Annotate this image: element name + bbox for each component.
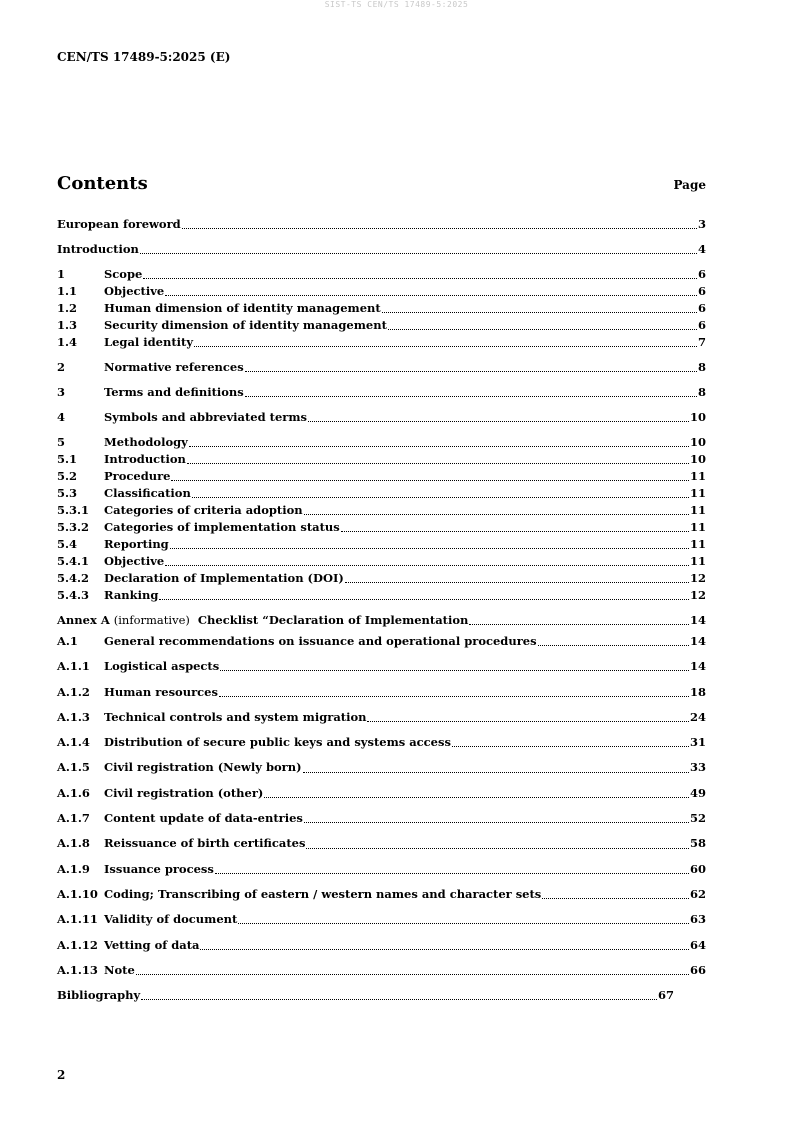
dot-leader — [388, 329, 697, 330]
toc-number: 5.4.1 — [57, 554, 90, 568]
toc-page: 8 — [697, 385, 706, 399]
toc-title: Logistical aspects — [104, 659, 220, 674]
contents-heading — [57, 173, 706, 194]
toc-entry[interactable] — [57, 300, 706, 317]
dot-leader — [159, 599, 689, 600]
toc-title: Security dimension of identity management — [104, 318, 387, 332]
toc-number: 5.2 — [57, 469, 78, 483]
toc-number: A.1.7 — [57, 811, 90, 826]
toc-title: Scope — [104, 267, 143, 281]
dot-leader — [189, 446, 689, 447]
toc-number: A.1.8 — [57, 836, 90, 851]
toc-page: 14 — [689, 659, 706, 674]
toc-number: 1 — [57, 267, 66, 281]
watermark: SIST-TS CEN/TS 17489-5:2025 — [324, 0, 469, 9]
toc-entry[interactable] — [57, 409, 706, 426]
toc-number: 4 — [57, 410, 66, 424]
toc-entry[interactable] — [57, 629, 706, 654]
dot-leader — [140, 253, 697, 254]
toc-title: Classification — [104, 486, 191, 500]
dot-leader — [165, 295, 697, 296]
toc-entry[interactable] — [57, 958, 706, 983]
toc-number: 5.3 — [57, 486, 78, 500]
toc-page: 6 — [697, 267, 706, 281]
toc-page: 31 — [689, 735, 706, 750]
toc-page: 11 — [689, 469, 706, 483]
toc-title: Legal identity — [104, 335, 194, 349]
toc-number: 3 — [57, 385, 66, 399]
page-column-label: Page — [673, 178, 706, 192]
toc-entry-annex[interactable] — [57, 612, 706, 629]
toc-title: Procedure — [104, 469, 171, 483]
toc-number: A.1.10 — [57, 886, 98, 901]
toc-number: 5.4.3 — [57, 588, 90, 602]
toc-title: Distribution of secure public keys and systems access — [104, 735, 451, 750]
toc-page: 12 — [689, 571, 706, 585]
dot-leader — [182, 228, 697, 229]
dot-leader — [245, 371, 697, 372]
toc-page: 11 — [689, 520, 706, 534]
toc-title: Bibliography — [57, 988, 141, 1003]
toc-title: European foreword — [57, 217, 181, 231]
dot-leader — [220, 670, 689, 671]
dot-leader — [238, 923, 689, 924]
toc-entry[interactable] — [57, 705, 706, 730]
toc-title: Vetting of data — [104, 937, 200, 952]
toc-page: 58 — [689, 836, 706, 851]
toc-title — [57, 612, 468, 629]
toc-entry[interactable] — [57, 781, 706, 806]
toc-entry[interactable] — [57, 451, 706, 468]
toc-number: A.1.1 — [57, 659, 90, 674]
toc-entry[interactable] — [57, 434, 706, 451]
toc-page: 63 — [689, 912, 706, 927]
toc-entry[interactable] — [57, 384, 706, 401]
dot-leader — [306, 848, 689, 849]
toc-title: Introduction — [57, 242, 139, 256]
document-id: CEN/TS 17489-5:2025 (E) — [57, 50, 231, 64]
toc-number: A.1.13 — [57, 962, 98, 977]
toc-entry[interactable] — [57, 553, 706, 570]
toc-entry[interactable] — [57, 907, 706, 932]
annex-note: (informative) — [113, 613, 190, 627]
dot-leader — [187, 463, 689, 464]
toc-entry[interactable] — [57, 680, 706, 705]
toc-number: A.1.11 — [57, 912, 98, 927]
toc-page: 6 — [697, 284, 706, 298]
toc-page: 14 — [689, 634, 706, 648]
toc-title: Objective — [104, 554, 165, 568]
toc-number: 5.4.2 — [57, 571, 90, 585]
toc-page: 6 — [697, 318, 706, 332]
toc-title: Issuance process — [104, 861, 214, 876]
dot-leader — [303, 772, 689, 773]
page-number: 2 — [57, 1068, 66, 1082]
toc-entry[interactable] — [57, 587, 706, 604]
toc-page: 67 — [657, 988, 674, 1003]
dot-leader — [215, 873, 689, 874]
toc-entry[interactable] — [57, 730, 706, 755]
toc-number: A.1.12 — [57, 937, 98, 952]
toc-number: A.1 — [57, 634, 78, 648]
dot-leader — [304, 514, 689, 515]
toc-number: 5.3.2 — [57, 520, 90, 534]
toc-entry[interactable] — [57, 654, 706, 679]
toc-number: 1.3 — [57, 318, 78, 332]
toc-entry[interactable] — [57, 882, 706, 907]
toc-title: Coding; Transcribing of eastern / western names and character sets — [104, 886, 542, 901]
toc-page: 62 — [689, 886, 706, 901]
toc-title: Symbols and abbreviated terms — [104, 410, 307, 424]
toc-title: Content update of data-entries — [104, 811, 303, 826]
dot-leader — [200, 949, 689, 950]
toc-entry[interactable] — [57, 317, 706, 334]
toc-entry[interactable] — [57, 755, 706, 780]
dot-leader — [367, 721, 689, 722]
dot-leader — [219, 696, 689, 697]
dot-leader — [341, 531, 689, 532]
toc-title: Civil registration (other) — [104, 785, 264, 800]
toc-page: 49 — [689, 785, 706, 800]
contents-title: Contents — [57, 173, 148, 194]
toc-entry[interactable] — [57, 519, 706, 536]
toc-title: Ranking — [104, 588, 159, 602]
toc-title: Introduction — [104, 452, 186, 466]
toc-number: A.1.9 — [57, 861, 90, 876]
toc-entry[interactable] — [57, 933, 706, 958]
toc-page: 10 — [689, 452, 706, 466]
dot-leader — [136, 974, 689, 975]
toc-page: 66 — [689, 962, 706, 977]
toc-entry[interactable] — [57, 359, 706, 376]
toc-title: Methodology — [104, 435, 188, 449]
annex-title: Checklist “Declaration of Implementation — [197, 613, 469, 627]
toc-page: 4 — [697, 242, 706, 256]
toc-entry[interactable] — [57, 536, 706, 553]
toc-title: Terms and definitions — [104, 385, 244, 399]
toc-number: 5.1 — [57, 452, 78, 466]
table-of-contents — [57, 216, 706, 1008]
toc-number: A.1.3 — [57, 709, 90, 724]
dot-leader — [141, 999, 657, 1000]
toc-entry[interactable] — [57, 216, 706, 233]
toc-page: 33 — [689, 760, 706, 775]
toc-title: Objective — [104, 284, 165, 298]
toc-number: 1.4 — [57, 335, 78, 349]
dot-leader — [452, 746, 689, 747]
toc-title: Human resources — [104, 684, 218, 699]
toc-number: 2 — [57, 360, 66, 374]
toc-page: 64 — [689, 937, 706, 952]
toc-entry[interactable] — [57, 502, 706, 519]
dot-leader — [304, 822, 689, 823]
dot-leader — [345, 582, 689, 583]
dot-leader — [308, 421, 689, 422]
toc-number: A.1.6 — [57, 785, 90, 800]
toc-number: A.1.2 — [57, 684, 90, 699]
toc-page: 6 — [697, 301, 706, 315]
toc-title: General recommendations on issuance and operational procedures — [104, 634, 537, 648]
toc-title: Declaration of Implementation (DOI) — [104, 571, 344, 585]
toc-title: Validity of document — [104, 912, 238, 927]
toc-page: 8 — [697, 360, 706, 374]
toc-number: A.1.5 — [57, 760, 90, 775]
toc-title: Note — [104, 962, 135, 977]
toc-page: 7 — [697, 335, 706, 349]
toc-number: 5 — [57, 435, 66, 449]
dot-leader — [538, 645, 689, 646]
dot-leader — [192, 497, 689, 498]
dot-leader — [194, 346, 697, 347]
toc-page: 11 — [689, 537, 706, 551]
toc-page: 18 — [689, 684, 706, 699]
toc-page: 14 — [689, 613, 706, 627]
toc-entry[interactable] — [57, 283, 706, 300]
annex-label: Annex A — [57, 613, 110, 627]
toc-page: 10 — [689, 410, 706, 424]
toc-page: 11 — [689, 503, 706, 517]
toc-entry[interactable] — [57, 334, 706, 351]
toc-entry[interactable] — [57, 241, 706, 258]
dot-leader — [165, 565, 689, 566]
toc-page: 52 — [689, 811, 706, 826]
toc-page: 11 — [689, 554, 706, 568]
dot-leader — [143, 278, 697, 279]
toc-entry-bibliography[interactable] — [57, 983, 674, 1008]
dot-leader — [171, 480, 689, 481]
toc-title: Normative references — [104, 360, 244, 374]
toc-page: 24 — [689, 709, 706, 724]
toc-title: Categories of implementation status — [104, 520, 340, 534]
toc-page: 10 — [689, 435, 706, 449]
toc-title: Categories of criteria adoption — [104, 503, 303, 517]
dot-leader — [170, 548, 689, 549]
toc-number: 5.4 — [57, 537, 78, 551]
dot-leader — [245, 396, 697, 397]
toc-number: 5.3.1 — [57, 503, 90, 517]
toc-number: 1.1 — [57, 284, 78, 298]
toc-title: Reissuance of birth certificates — [104, 836, 306, 851]
toc-entry[interactable] — [57, 806, 706, 831]
toc-entry[interactable] — [57, 468, 706, 485]
dot-leader — [264, 797, 689, 798]
toc-entry[interactable] — [57, 266, 706, 283]
dot-leader — [542, 898, 689, 899]
toc-entry[interactable] — [57, 857, 706, 882]
toc-page: 3 — [697, 217, 706, 231]
toc-entry[interactable] — [57, 570, 706, 587]
toc-page: 12 — [689, 588, 706, 602]
toc-entry[interactable] — [57, 831, 706, 856]
toc-page: 60 — [689, 861, 706, 876]
toc-number: A.1.4 — [57, 735, 90, 750]
dot-leader — [469, 624, 689, 625]
toc-entry[interactable] — [57, 485, 706, 502]
toc-title: Reporting — [104, 537, 169, 551]
toc-title: Civil registration (Newly born) — [104, 760, 302, 775]
toc-page: 11 — [689, 486, 706, 500]
toc-number: 1.2 — [57, 301, 78, 315]
dot-leader — [382, 312, 697, 313]
toc-title: Human dimension of identity management — [104, 301, 381, 315]
toc-title: Technical controls and system migration — [104, 709, 367, 724]
